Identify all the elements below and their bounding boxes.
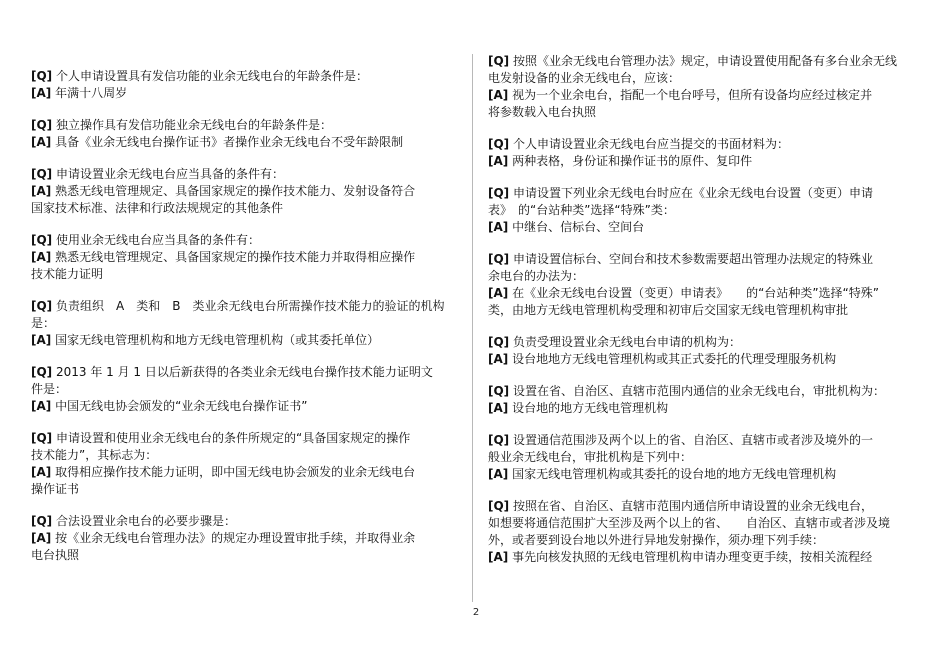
answer-line — [488, 351, 916, 368]
answer-line — [488, 285, 916, 302]
qa-item — [31, 513, 451, 564]
answer-tag: [A] — [488, 286, 509, 300]
answer-line — [31, 547, 451, 564]
answer-line — [488, 400, 916, 417]
question-line — [31, 364, 451, 381]
answer-line — [31, 332, 451, 349]
qa-item — [31, 117, 451, 151]
answer-line — [488, 104, 916, 121]
answer-text: 操作证书 — [31, 482, 80, 496]
question-text: 外，或者要到设台地以外进行异地发射操作，须办理下列手续： — [488, 533, 825, 547]
question-text: 申请设置下列业余无线电台时应在《业余无线电台设置（变更）申请 — [513, 186, 874, 200]
answer-text: 国家技术标准、法律和行政法规规定的其他条件 — [31, 201, 284, 215]
left-column — [31, 68, 451, 579]
question-tag: [Q] — [488, 499, 510, 513]
question-line — [488, 251, 916, 268]
answer-tag: [A] — [31, 333, 52, 347]
answer-tag: [A] — [488, 220, 509, 234]
qa-item — [488, 334, 916, 368]
question-text: 独立操作具有发信功能业余无线电台的年龄条件是： — [56, 118, 333, 132]
question-tag: [Q] — [31, 299, 53, 313]
question-text: 如想要将通信范围扩大至涉及两个以上的省、 自治区、直辖市或者涉及境 — [488, 516, 891, 530]
answer-text: 熟悉无线电管理规定、具备国家规定的操作技术能力并取得相应操作 — [55, 250, 416, 264]
answer-tag: [A] — [31, 184, 52, 198]
right-column — [488, 53, 916, 581]
qa-item — [31, 364, 451, 415]
answer-text: 中国无线电协会颁发的“业余无线电台操作证书” — [55, 399, 308, 413]
answer-text: 技术能力证明 — [31, 267, 104, 281]
answer-text: 在《业余无线电台设置（变更）申请表》 的“台站种类”选择“特殊” — [512, 286, 879, 300]
answer-line — [31, 183, 451, 200]
question-text: 2013 年 1 月 1 日以后新获得的各类业余无线电台操作技术能力证明文 — [56, 365, 433, 379]
question-text: 合法设置业余电台的必要步骤是： — [56, 514, 237, 528]
question-text: 件是： — [31, 382, 68, 396]
answer-text: 电台执照 — [31, 548, 80, 562]
qa-item — [488, 251, 916, 319]
answer-tag: [A] — [488, 401, 509, 415]
question-text: 设置在省、自治区、直辖市范围内通信的业余无线电台，审批机构为： — [513, 384, 886, 398]
qa-item — [31, 430, 451, 498]
question-tag: [Q] — [31, 69, 53, 83]
question-text: 按照在省、自治区、直辖市范围内通信所申请设置的业余无线电台， — [513, 499, 874, 513]
answer-tag: [A] — [31, 399, 52, 413]
question-tag: [Q] — [31, 233, 53, 247]
question-text: 负责组织 A 类和 B 类业余无线电台所需操作技术能力的验证的机构 — [56, 299, 445, 313]
answer-text: 中继台、信标台、空间台 — [512, 220, 645, 234]
question-line — [488, 498, 916, 515]
question-tag: [Q] — [488, 335, 510, 349]
question-tag: [Q] — [31, 167, 53, 181]
question-line — [488, 334, 916, 351]
qa-item — [31, 68, 451, 102]
question-line — [488, 432, 916, 449]
question-text: 使用业余无线电台应当具备的条件有： — [56, 233, 261, 247]
question-text: 个人申请设置具有发信功能的业余无线电台的年龄条件是： — [56, 69, 369, 83]
answer-line — [31, 266, 451, 283]
answer-line — [31, 85, 451, 102]
answer-text: 设台地地方无线电管理机构或其正式委托的代理受理服务机构 — [512, 352, 837, 366]
answer-line — [31, 398, 451, 415]
question-line — [488, 268, 916, 285]
question-line — [31, 117, 451, 134]
answer-tag: [A] — [31, 465, 52, 479]
answer-line — [31, 249, 451, 266]
qa-item — [31, 298, 451, 349]
question-line — [488, 449, 916, 466]
question-text: 余电台的办法为： — [488, 269, 585, 283]
answer-text: 年满十八周岁 — [55, 86, 128, 100]
qa-item — [488, 185, 916, 236]
answer-line — [488, 549, 916, 566]
answer-text: 具备《业余无线电台操作证书》者操作业余无线电台不受年龄限制 — [55, 135, 404, 149]
question-line — [488, 136, 916, 153]
answer-line — [31, 200, 451, 217]
question-text: 个人申请设置业余无线电台应当提交的书面材料为： — [513, 137, 790, 151]
answer-text: 国家无线电管理机构和地方无线电管理机构（或其委托单位） — [55, 333, 380, 347]
answer-line — [488, 153, 916, 170]
question-text: 申请设置和使用业余无线电台的条件所规定的“具备国家规定的操作 — [56, 431, 411, 445]
question-line — [488, 532, 916, 549]
qa-item — [488, 53, 916, 121]
question-line — [31, 298, 451, 315]
question-line — [488, 53, 916, 70]
answer-line — [488, 302, 916, 319]
page-number: 2 — [472, 607, 480, 618]
answer-line — [488, 87, 916, 104]
question-line — [31, 232, 451, 249]
qa-item — [31, 232, 451, 283]
question-text: 般业余无线电台，审批机构是下列中： — [488, 450, 693, 464]
answer-text: 国家无线电管理机构或其委托的设台地的地方无线电管理机构 — [512, 467, 837, 481]
question-tag: [Q] — [31, 431, 53, 445]
answer-text: 事先向核发执照的无线电管理机构申请办理变更手续，按相关流程经 — [512, 550, 873, 564]
column-divider — [472, 54, 473, 602]
answer-line — [31, 464, 451, 481]
answer-text: 取得相应操作技术能力证明，即中国无线电协会颁发的业余无线电台 — [55, 465, 416, 479]
question-text: 是： — [31, 316, 56, 330]
question-line — [31, 166, 451, 183]
answer-tag: [A] — [31, 135, 52, 149]
question-line — [31, 315, 451, 332]
question-line — [31, 430, 451, 447]
question-text: 表》 的“台站种类”选择“特殊”类： — [488, 203, 675, 217]
question-line — [488, 70, 916, 87]
question-text: 设置通信范围涉及两个以上的省、自治区、直辖市或者涉及境外的一 — [513, 433, 874, 447]
question-line — [31, 68, 451, 85]
question-line — [31, 447, 451, 464]
question-tag: [Q] — [488, 252, 510, 266]
answer-line — [31, 530, 451, 547]
question-text: 电发射设备的业余无线电台，应该： — [488, 71, 681, 85]
answer-line — [31, 481, 451, 498]
question-text: 技术能力”，其标志为： — [31, 448, 158, 462]
answer-tag: [A] — [488, 352, 509, 366]
question-tag: [Q] — [488, 384, 510, 398]
question-tag: [Q] — [488, 433, 510, 447]
question-tag: [Q] — [488, 186, 510, 200]
answer-text: 熟悉无线电管理规定、具备国家规定的操作技术能力、发射设备符合 — [55, 184, 416, 198]
answer-tag: [A] — [488, 154, 509, 168]
answer-text: 视为一个业余电台，指配一个电台呼号，但所有设备均应经过核定并 — [512, 88, 873, 102]
answer-text: 类，由地方无线电管理机构受理和初审后交国家无线电管理机构审批 — [488, 303, 849, 317]
answer-line — [31, 134, 451, 151]
answer-text: 两种表格，身份证和操作证书的原件、复印件 — [512, 154, 753, 168]
qa-item — [488, 432, 916, 483]
question-line — [31, 381, 451, 398]
question-text: 申请设置业余无线电台应当具备的条件有： — [56, 167, 285, 181]
answer-tag: [A] — [31, 250, 52, 264]
question-line — [488, 383, 916, 400]
qa-item — [31, 166, 451, 217]
answer-text: 按《业余无线电台管理办法》的规定办理设置审批手续，并取得业余 — [55, 531, 416, 545]
question-text: 负责受理设置业余无线电台申请的机构为： — [513, 335, 742, 349]
answer-tag: [A] — [488, 88, 509, 102]
question-tag: [Q] — [488, 137, 510, 151]
qa-item — [488, 498, 916, 566]
question-line — [488, 185, 916, 202]
question-tag: [Q] — [31, 514, 53, 528]
question-line — [31, 513, 451, 530]
answer-tag: [A] — [31, 531, 52, 545]
answer-tag: [A] — [488, 467, 509, 481]
answer-line — [488, 219, 916, 236]
question-tag: [Q] — [31, 118, 53, 132]
qa-item — [488, 136, 916, 170]
answer-text: 将参数载入电台执照 — [488, 105, 597, 119]
qa-item — [488, 383, 916, 417]
question-tag: [Q] — [31, 365, 53, 379]
question-line — [488, 202, 916, 219]
question-text: 按照《业余无线电台管理办法》规定，申请设置使用配备有多台业余无线 — [513, 54, 898, 68]
question-line — [488, 515, 916, 532]
answer-tag: [A] — [31, 86, 52, 100]
question-tag: [Q] — [488, 54, 510, 68]
question-text: 申请设置信标台、空间台和技术参数需要超出管理办法规定的特殊业 — [513, 252, 874, 266]
answer-text: 设台地的地方无线电管理机构 — [512, 401, 669, 415]
answer-tag: [A] — [488, 550, 509, 564]
answer-line — [488, 466, 916, 483]
